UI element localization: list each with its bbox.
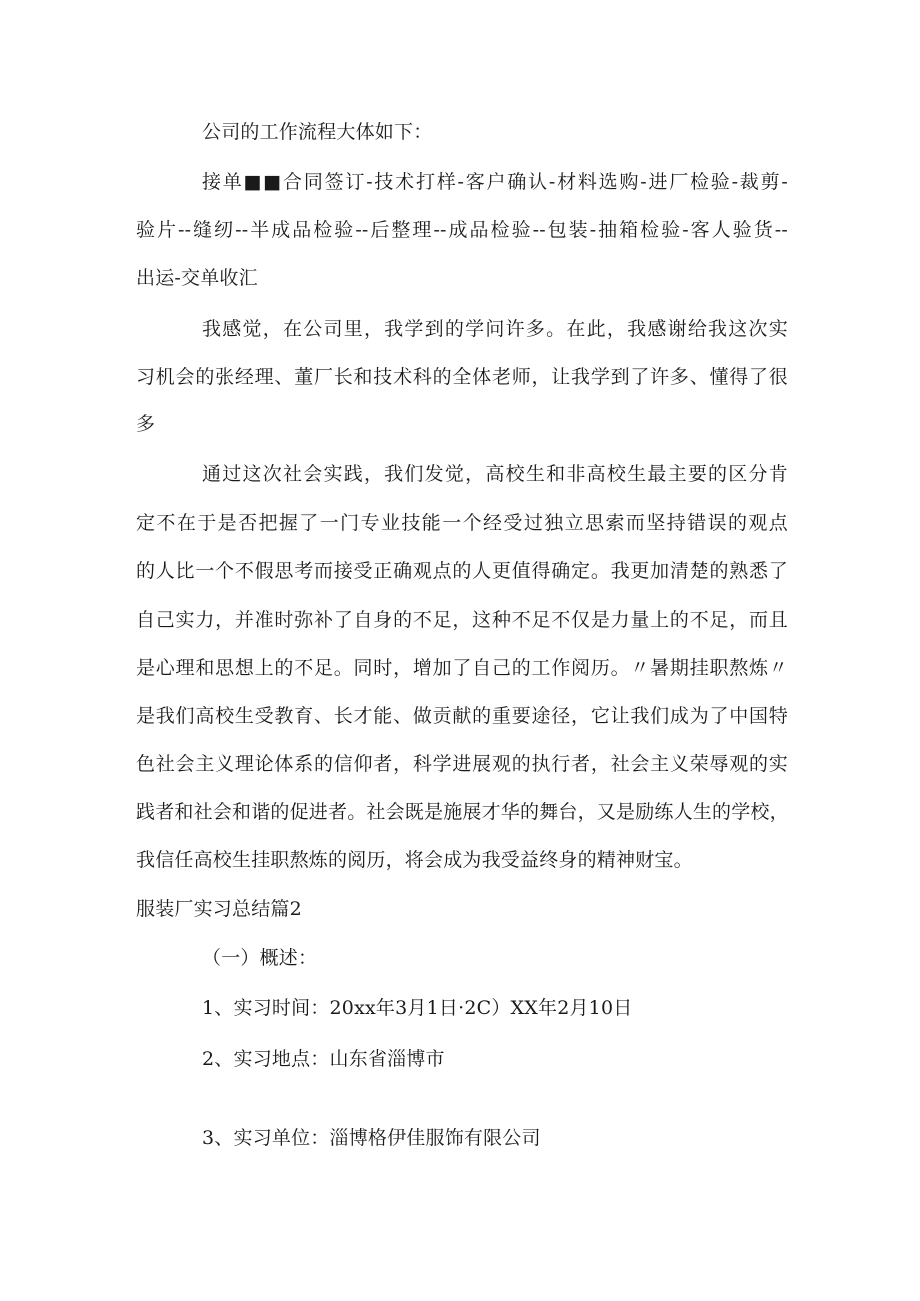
workflow-intro: 公司的工作流程大体如下： (202, 121, 433, 143)
thanks-line-1: 我感觉，在公司里，我学到的学问许多。在此，我感谢给我这次实 (202, 318, 788, 340)
overview-heading: （一）概述： (202, 947, 318, 969)
practice-line-2: 定不在于是否把握了一门专业技能一个经受过独立思索而坚持错误的观点 (136, 512, 788, 534)
internship-company: 3、实习单位：淄博格伊佳服饰有限公司 (202, 1127, 541, 1149)
practice-line-6: 是我们高校生受教育、长才能、做贡献的重要途径，它让我们成为了中国特 (136, 705, 788, 727)
practice-line-7: 色社会主义理论体系的信仰者，科学进展观的执行者，社会主义荣辱观的实 (136, 753, 788, 775)
internship-location: 2、实习地点：山东省淄博市 (202, 1048, 445, 1070)
thanks-line-2: 习机会的张经理、董厂长和技术科的全体老师，让我学到了许多、懂得了很 (136, 366, 788, 388)
practice-line-1: 通过这次社会实践，我们发觉，高校生和非高校生最主要的区分肯 (202, 463, 788, 485)
practice-line-5: 是心理和思想上的不足。同时，增加了自己的工作阅历。〃暑期挂职熬炼〃 (136, 657, 788, 679)
practice-line-9: 我信任高校生挂职熬炼的阅历，将会成为我受益终身的精神财宝。 (136, 849, 693, 871)
section-heading: 服装厂实习总结篇2 (136, 898, 302, 920)
thanks-line-3: 多 (136, 413, 156, 435)
practice-line-3: 的人比一个不假思考而接受正确观点的人更值得确定。我更加清楚的熟悉了 (136, 560, 788, 582)
practice-line-8: 践者和社会和谐的促进者。社会既是施展才华的舞台，又是励练人生的学校， (136, 801, 789, 823)
workflow-line-3: 出运-交单收汇 (136, 267, 258, 289)
workflow-line-1: 接单■■合同签订-技术打样-客户确认-材料选购-进厂检验-裁剪- (202, 171, 788, 193)
workflow-line-2: 验片--缝纫--半成品检验--后整理--成品检验--包装-抽箱检验-客人验货-- (136, 219, 788, 241)
practice-line-4: 自己实力，并准时弥补了自身的不足，这种不足不仅是力量上的不足，而且 (136, 609, 788, 631)
internship-time: 1、实习时间：20xx年3月1日·2C）XX年2月10日 (202, 997, 633, 1019)
